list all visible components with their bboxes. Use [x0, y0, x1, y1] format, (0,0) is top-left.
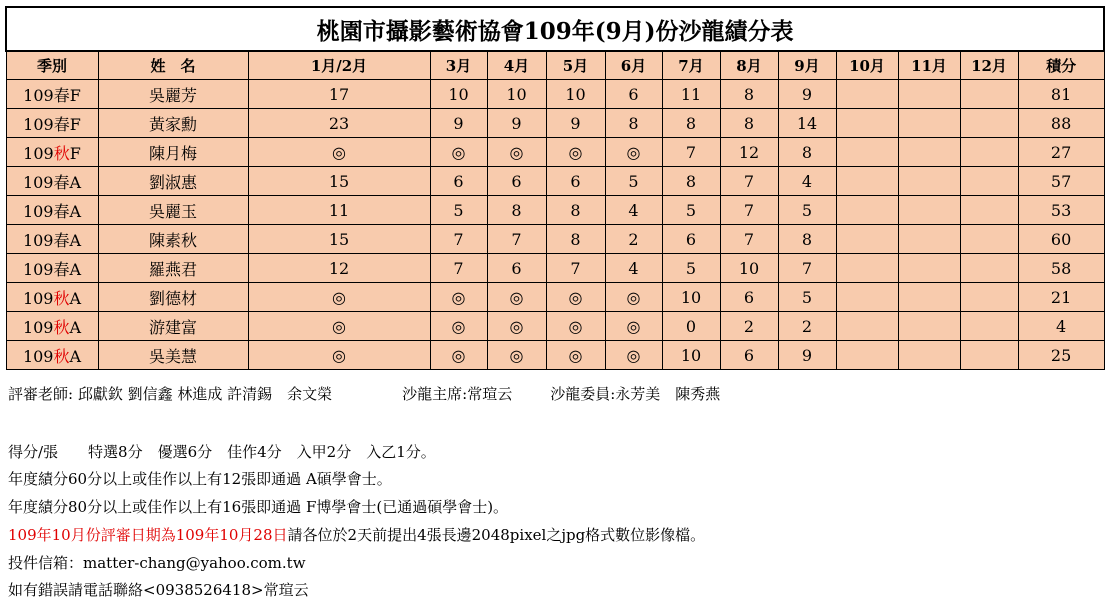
- month-score-cell: ◎: [430, 341, 487, 370]
- month-score-cell: 6: [430, 167, 487, 196]
- column-header: 姓 名: [98, 51, 248, 80]
- table-row: [6, 80, 1104, 109]
- table-row: [6, 138, 1104, 167]
- month-score-cell: 7: [778, 254, 836, 283]
- month-score-cell: [836, 167, 898, 196]
- month-score-cell: 8: [487, 196, 546, 225]
- season-year: 109: [23, 85, 54, 105]
- season-year: 109: [22, 346, 54, 366]
- table-header-row: [6, 51, 1104, 80]
- month-score-cell: [898, 254, 960, 283]
- column-header: 9月: [778, 51, 836, 80]
- month-score-cell: 9: [546, 109, 605, 138]
- month-score-cell: 6: [605, 80, 662, 109]
- month-score-cell: 5: [662, 254, 720, 283]
- month-score-cell: [898, 283, 960, 312]
- month-score-cell: 6: [662, 225, 720, 254]
- month-score-cell: 7: [430, 225, 487, 254]
- member-name: 陳月梅: [98, 138, 248, 167]
- member-name: 黃家勳: [98, 109, 248, 138]
- column-header: 積分: [1018, 51, 1104, 80]
- season-cell: [6, 254, 98, 283]
- month-score-cell: 11: [662, 80, 720, 109]
- column-header: 5月: [546, 51, 605, 80]
- month-score-cell: [836, 312, 898, 341]
- total-score-cell: 4: [1018, 312, 1104, 341]
- total-score-cell: 58: [1018, 254, 1104, 283]
- season-mark: 春: [53, 259, 70, 279]
- month-score-cell: 12: [720, 138, 778, 167]
- season-year: 109: [22, 259, 54, 279]
- total-score-cell: 88: [1018, 109, 1104, 138]
- month-score-cell: ◎: [487, 312, 546, 341]
- month-score-cell: 10: [487, 80, 546, 109]
- month-score-cell: 8: [778, 138, 836, 167]
- month-score-cell: [898, 196, 960, 225]
- season-mark: 秋: [53, 346, 70, 366]
- total-score-cell: 21: [1018, 283, 1104, 312]
- staff-line: [8, 383, 720, 404]
- season-mark: 春: [53, 201, 70, 221]
- month-score-cell: [960, 138, 1018, 167]
- contact-text: 如有錯誤請電話聯絡<0938526418>常瑄云: [8, 581, 309, 599]
- month-score-cell: 12: [248, 254, 430, 283]
- rule-f-text: 年度績分80分以上或佳作以上有16張即通過 F博學會士(已通過碩學會士)。: [8, 498, 509, 516]
- month-score-cell: 7: [430, 254, 487, 283]
- season-cell: [6, 167, 98, 196]
- month-score-cell: [898, 225, 960, 254]
- month-score-cell: [836, 283, 898, 312]
- scoring-text: 得分/張 特選8分 優選6分 佳作4分 入甲2分 入乙1分。: [8, 443, 436, 461]
- month-score-cell: 8: [662, 109, 720, 138]
- month-score-cell: [960, 167, 1018, 196]
- season-year: 109: [22, 172, 54, 192]
- month-score-cell: 4: [778, 167, 836, 196]
- month-score-cell: ◎: [487, 283, 546, 312]
- month-score-cell: [960, 80, 1018, 109]
- member-name: 羅燕君: [98, 254, 248, 283]
- month-score-cell: [836, 254, 898, 283]
- season-mark: 春: [53, 172, 70, 192]
- month-score-cell: 9: [487, 109, 546, 138]
- month-score-cell: 9: [778, 80, 836, 109]
- total-score-cell: 81: [1018, 80, 1104, 109]
- month-score-cell: [898, 138, 960, 167]
- table-row: [6, 109, 1104, 138]
- season-cell: [6, 225, 98, 254]
- table-row: [6, 225, 1104, 254]
- month-score-cell: 5: [778, 196, 836, 225]
- month-score-cell: 15: [248, 167, 430, 196]
- month-score-cell: 2: [778, 312, 836, 341]
- season-year: 109: [23, 143, 54, 163]
- member-name: 游建富: [98, 312, 248, 341]
- month-score-cell: 5: [605, 167, 662, 196]
- month-score-cell: ◎: [546, 138, 605, 167]
- season-mark: 秋: [53, 143, 70, 163]
- month-score-cell: ◎: [605, 312, 662, 341]
- email-text: 投件信箱：matter-chang@yahoo.com.tw: [8, 554, 306, 572]
- month-score-cell: ◎: [546, 341, 605, 370]
- month-score-cell: [898, 312, 960, 341]
- member-name: 劉淑惠: [98, 167, 248, 196]
- season-year: 109: [22, 288, 54, 308]
- score-sheet: [5, 6, 1077, 370]
- month-score-cell: [836, 225, 898, 254]
- month-score-cell: [960, 283, 1018, 312]
- month-score-cell: 4: [605, 196, 662, 225]
- month-score-cell: ◎: [248, 283, 430, 312]
- month-score-cell: 7: [720, 196, 778, 225]
- column-header: 4月: [487, 51, 546, 80]
- month-score-cell: 7: [487, 225, 546, 254]
- total-score-cell: 57: [1018, 167, 1104, 196]
- score-table: [5, 6, 1105, 370]
- month-score-cell: 6: [546, 167, 605, 196]
- month-score-cell: 8: [778, 225, 836, 254]
- month-score-cell: 7: [720, 167, 778, 196]
- rule-a-text: 年度績分60分以上或佳作以上有12張即通過 A碩學會士。: [8, 470, 392, 488]
- month-score-cell: [960, 196, 1018, 225]
- month-score-cell: 7: [662, 138, 720, 167]
- member-name: 吳麗芳: [98, 80, 248, 109]
- committee-text: 沙龍委員:永芳美 陳秀燕: [550, 385, 721, 403]
- month-score-cell: ◎: [546, 312, 605, 341]
- season-grade: A: [69, 288, 82, 308]
- table-title: 桃園市攝影藝術協會109年(9月)份沙龍績分表: [6, 7, 1104, 51]
- month-score-cell: 8: [605, 109, 662, 138]
- month-score-cell: [960, 254, 1018, 283]
- month-score-cell: ◎: [248, 312, 430, 341]
- column-header: 11月: [898, 51, 960, 80]
- season-cell: [6, 312, 98, 341]
- member-name: 吳美慧: [98, 341, 248, 370]
- month-score-cell: 8: [546, 196, 605, 225]
- judges-text: 評審老師: 邱獻欽 劉信鑫 林進成 許清錫 余文榮: [8, 385, 333, 403]
- chair-text: 沙龍主席:常瑄云: [402, 385, 513, 403]
- month-score-cell: ◎: [430, 283, 487, 312]
- column-header: 7月: [662, 51, 720, 80]
- season-cell: [6, 341, 98, 370]
- season-grade: A: [69, 317, 82, 337]
- month-score-cell: [898, 109, 960, 138]
- month-score-cell: [960, 225, 1018, 254]
- table-row: [6, 283, 1104, 312]
- total-score-cell: 53: [1018, 196, 1104, 225]
- month-score-cell: [836, 80, 898, 109]
- season-grade: A: [69, 346, 82, 366]
- month-score-cell: 14: [778, 109, 836, 138]
- deadline-date-text: 109年10月份評審日期為109年10月28日: [8, 526, 288, 544]
- season-year: 109: [22, 317, 54, 337]
- column-header: 1月/2月: [248, 51, 430, 80]
- month-score-cell: [836, 196, 898, 225]
- month-score-cell: 8: [720, 80, 778, 109]
- season-year: 109: [23, 114, 54, 134]
- season-grade: F: [69, 114, 81, 134]
- month-score-cell: 2: [605, 225, 662, 254]
- season-mark: 春: [53, 230, 70, 250]
- month-score-cell: 4: [605, 254, 662, 283]
- month-score-cell: 10: [720, 254, 778, 283]
- month-score-cell: 6: [720, 341, 778, 370]
- total-score-cell: 25: [1018, 341, 1104, 370]
- month-score-cell: 8: [662, 167, 720, 196]
- column-header: 8月: [720, 51, 778, 80]
- month-score-cell: 6: [487, 254, 546, 283]
- month-score-cell: 17: [248, 80, 430, 109]
- month-score-cell: 10: [662, 341, 720, 370]
- table-row: [6, 312, 1104, 341]
- season-grade: F: [69, 143, 81, 163]
- season-mark: 春: [53, 85, 70, 105]
- table-row: [6, 341, 1104, 370]
- deadline-instruction-text: 請各位於2天前提出4張長邊2048pixel之jpg格式數位影像檔。: [287, 526, 706, 544]
- month-score-cell: [898, 80, 960, 109]
- month-score-cell: 8: [546, 225, 605, 254]
- member-name: 吳麗玉: [98, 196, 248, 225]
- season-cell: [6, 109, 98, 138]
- month-score-cell: ◎: [487, 341, 546, 370]
- month-score-cell: [960, 109, 1018, 138]
- month-score-cell: ◎: [248, 138, 430, 167]
- season-grade: A: [69, 172, 82, 192]
- season-year: 109: [22, 201, 54, 221]
- table-row: [6, 254, 1104, 283]
- month-score-cell: ◎: [248, 341, 430, 370]
- month-score-cell: [960, 341, 1018, 370]
- month-score-cell: 6: [487, 167, 546, 196]
- month-score-cell: ◎: [430, 138, 487, 167]
- month-score-cell: 23: [248, 109, 430, 138]
- month-score-cell: 7: [546, 254, 605, 283]
- month-score-cell: 15: [248, 225, 430, 254]
- month-score-cell: ◎: [605, 138, 662, 167]
- table-row: [6, 196, 1104, 225]
- month-score-cell: 0: [662, 312, 720, 341]
- season-grade: A: [69, 230, 82, 250]
- month-score-cell: 8: [720, 109, 778, 138]
- total-score-cell: 27: [1018, 138, 1104, 167]
- month-score-cell: ◎: [605, 283, 662, 312]
- season-mark: 秋: [53, 288, 70, 308]
- month-score-cell: ◎: [605, 341, 662, 370]
- deadline-line: [8, 524, 705, 545]
- month-score-cell: 5: [430, 196, 487, 225]
- month-score-cell: 2: [720, 312, 778, 341]
- month-score-cell: ◎: [487, 138, 546, 167]
- month-score-cell: 9: [430, 109, 487, 138]
- column-header: 季別: [6, 51, 98, 80]
- month-score-cell: 10: [662, 283, 720, 312]
- month-score-cell: [836, 341, 898, 370]
- table-body: [6, 80, 1104, 370]
- month-score-cell: ◎: [430, 312, 487, 341]
- column-header: 10月: [836, 51, 898, 80]
- month-score-cell: [960, 312, 1018, 341]
- season-grade: A: [69, 259, 82, 279]
- month-score-cell: 5: [778, 283, 836, 312]
- column-header: 12月: [960, 51, 1018, 80]
- month-score-cell: [898, 167, 960, 196]
- season-grade: A: [69, 201, 82, 221]
- member-name: 陳素秋: [98, 225, 248, 254]
- season-cell: [6, 80, 98, 109]
- member-name: 劉德材: [98, 283, 248, 312]
- month-score-cell: ◎: [546, 283, 605, 312]
- season-cell: [6, 196, 98, 225]
- season-mark: 春: [53, 114, 70, 134]
- month-score-cell: 9: [778, 341, 836, 370]
- month-score-cell: 7: [720, 225, 778, 254]
- month-score-cell: 11: [248, 196, 430, 225]
- season-mark: 秋: [53, 317, 70, 337]
- total-score-cell: 60: [1018, 225, 1104, 254]
- column-header: 3月: [430, 51, 487, 80]
- column-header: 6月: [605, 51, 662, 80]
- month-score-cell: [898, 341, 960, 370]
- month-score-cell: 6: [720, 283, 778, 312]
- month-score-cell: 10: [430, 80, 487, 109]
- season-year: 109: [22, 230, 54, 250]
- month-score-cell: 5: [662, 196, 720, 225]
- month-score-cell: [836, 138, 898, 167]
- season-grade: F: [69, 85, 81, 105]
- season-cell: [6, 138, 98, 167]
- season-cell: [6, 283, 98, 312]
- month-score-cell: [836, 109, 898, 138]
- table-row: [6, 167, 1104, 196]
- month-score-cell: 10: [546, 80, 605, 109]
